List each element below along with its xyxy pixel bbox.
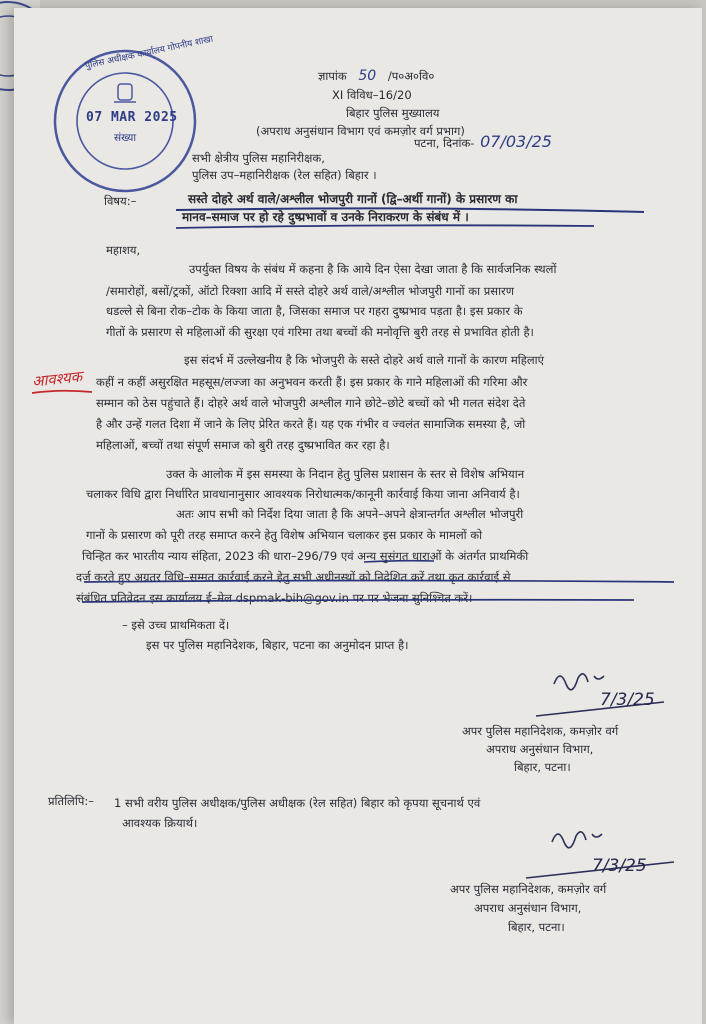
stamp-date: 07 MAR 2025 — [86, 110, 178, 125]
recipient-line-2: पुलिस उप–महानिरीक्षक (रेल सहित) बिहार । — [192, 168, 377, 182]
signature-1-line-1: अपर पुलिस महानिदेशक, कमज़ोर वर्ग — [462, 724, 619, 738]
para1-line-1: उपर्युक्त विषय के संबंध में कहना है कि आये दिन ऐसा देखा जाता है कि सार्वजनिक स्थलों — [189, 262, 557, 276]
subject-line-2: मानव–समाज पर हो रहे दुष्प्रभावों व उनके निराकरण के संबंध में । — [182, 210, 469, 224]
margin-note: आवश्यक — [31, 367, 84, 391]
signature-2-date: 7/3/25 — [592, 856, 647, 876]
para2-line-1: इस संदर्भ में उल्लेखनीय है कि भोजपुरी के सस्ते दोहरे अर्थ वाले गानों के कारण महिलाएं — [184, 353, 544, 367]
para3-line-2: चलाकर विधि द्वारा निर्धारित प्रावधानानुसार आवश्यक निरोधात्मक/कानूनी कार्रवाई किया जाना अनिवार्य है। — [86, 487, 520, 501]
para2-line-4: है और उन्हें गलत दिशा में जाने के लिए प्रेरित करते हैं। यह एक गंभीर व ज्वलंत सामाजिक समस्या है, जो — [96, 417, 526, 431]
para3-line-4: गानों के प्रसारण को पूरी तरह समाप्त करने हेतु विशेष अभियान चलाकर इस प्रकार के मामलों को — [86, 528, 483, 542]
ref-label: ज्ञापांक — [318, 69, 347, 83]
place-date-label: पटना, दिनांक- — [414, 136, 475, 150]
para1-line-2: /समारोहों, बसों/ट्रकों, ऑटो रिक्शा आदि में सस्ते दोहरे अर्थ वाले/अश्लील भोजपुरी गानों का प्रसारण — [106, 284, 515, 298]
signature-1-date: 7/3/25 — [600, 690, 655, 710]
signature-1-line-2: अपराध अनुसंधान विभाग, — [486, 742, 594, 756]
para1-line-3: धडल्ले से बिना रोक–टोक के किया जाता है, जिसका समाज पर गहरा दुष्प्रभाव पड़ता है। इस प्रकार के — [106, 304, 523, 318]
department-name: (अपराध अनुसंधान विभाग एवं कमज़ोर वर्ग प्रभाग) — [256, 124, 465, 138]
para3-line-7: संबंधित प्रतिवेदन इस कार्यालय ई–मेल dspmak-bih@gov.in पर पर भेजना सुनिश्चित करें। — [76, 591, 473, 605]
recipient-line-1: सभी क्षेत्रीय पुलिस महानिरीक्षक, — [192, 151, 325, 165]
para2-line-2: कहीं न कहीं असुरक्षित महसूस/लज्जा का अनुभवन करती हैं। इस प्रकार के गाने महिलाओं की गरिमा और — [96, 375, 528, 389]
para2-line-5: महिलाओं, बच्चों तथा संपूर्ण समाज को बुरी तरह दुष्प्रभावित कर रहा है। — [96, 438, 390, 452]
approval-note: इस पर पुलिस महानिदेशक, बिहार, पटना का अनुमोदन प्राप्त है। — [146, 638, 409, 652]
subject-line-1: सस्ते दोहरे अर्थ वाले/अश्लील भोजपुरी गानों (द्वि–अर्थी गानों) के प्रसारण का — [188, 192, 518, 206]
para3-line-6: दर्ज करते हुए अग्रतर विधि–सम्मत कार्रवाई करने हेतु सभी अधीनस्थों को निदेशित करें तथा कृत कार्रवाई से — [76, 570, 511, 584]
copy-label: प्रतिलिपि:– — [48, 794, 94, 808]
priority-note: – इसे उच्च प्राथमिकता दें। — [122, 618, 230, 632]
ref-suffix: /प०अ०वि० — [387, 69, 435, 83]
stamp-receipt-label: संख्या — [114, 132, 137, 144]
stamp-ring-text: पुलिस अधीक्षक कार्यालय गोपनीय शाखा — [84, 34, 214, 72]
margin-note-underline — [30, 388, 96, 396]
signature-2-line-2: अपराध अनुसंधान विभाग, — [474, 901, 582, 915]
emblem-icon — [114, 84, 136, 102]
subject-label: विषय:– — [104, 194, 137, 208]
para3-line-3: अतः आप सभी को निर्देश दिया जाता है कि अपने–अपने क्षेत्रान्तर्गत अश्लील भोजपुरी — [176, 507, 524, 521]
signature-2-line-3: बिहार, पटना। — [508, 920, 565, 934]
copy-line-1: 1 सभी वरीय पुलिस अधीक्षक/पुलिस अधीक्षक (रेल सहित) बिहार को कृपया सूचनार्थ एवं — [114, 796, 481, 810]
copy-line-2: आवश्यक क्रियार्थ। — [122, 816, 198, 830]
file-number: XI विविध–16/20 — [332, 88, 412, 102]
para3-line-5: चिन्हित कर भारतीय न्याय संहिता, 2023 की धारा–296/79 एवं अन्य सुसंगत धाराओं के अंतर्गत प्राथमिकी — [82, 549, 529, 563]
para1-line-4: गीतों के प्रसारण से महिलाओं की सुरक्षा एवं गरिमा तथा बच्चों की मनोवृत्ति बुरी तरह से प्रभावित होती है। — [106, 325, 534, 339]
ref-number — [318, 68, 434, 86]
salutation: महाशय, — [106, 243, 141, 257]
para3-line-1: उक्त के आलोक में इस समस्या के निदान हेतु पुलिस प्रशासन के स्तर से विशेष अभियान — [166, 467, 525, 481]
office-name: बिहार पुलिस मुख्यालय — [346, 106, 440, 120]
subject-underline — [174, 206, 654, 234]
place-date — [414, 132, 552, 152]
letter-page — [14, 8, 702, 1024]
date-handwritten: 07/03/25 — [480, 132, 552, 151]
ref-value: 50 — [358, 68, 377, 84]
signature-2-line-1: अपर पुलिस महानिदेशक, कमज़ोर वर्ग — [450, 882, 607, 896]
signature-1-line-3: बिहार, पटना। — [514, 760, 571, 774]
para2-line-3: सम्मान को ठेस पहुंचाते हैं। दोहरे अर्थ वाले भोजपुरी अश्लील गाने छोटे–छोटे बच्चों को भी गलत संदेश देते — [96, 396, 526, 410]
para3-underline — [74, 542, 684, 606]
